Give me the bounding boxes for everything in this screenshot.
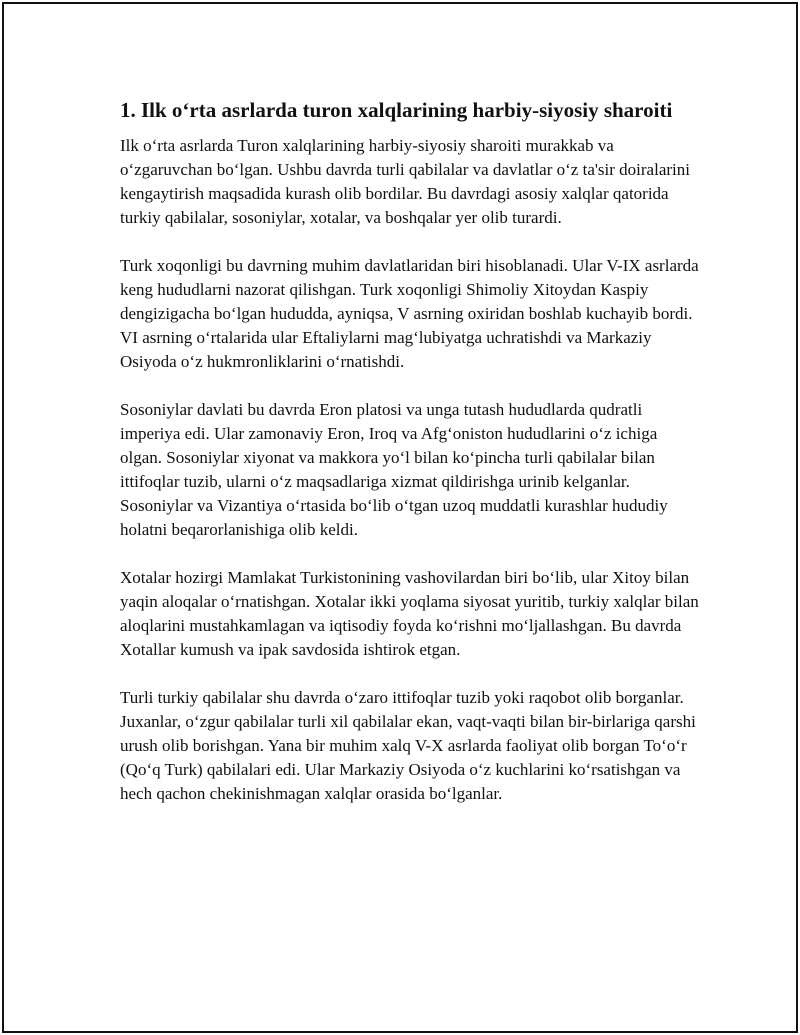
paragraph-5: Turli turkiy qabilalar shu davrda o‘zaro ittifoqlar tuzib yoki raqobot olib borganlar. Juxanlar, o‘zgur qabilalar turli xil qabilalar ekan, vaqt-vaqti bilan bir-birlariga qarshi urush olib borishgan. Yana bir muhim xalq V-X asrlarda faoliyat olib borgan To‘o‘r (Qo‘q Turk) qabilalari edi. Ular Markaziy Osiyoda o‘z kuchlarini ko‘rsatishgan va hech qachon chekinishmagan xalqlar orasida bo‘lganlar.: [120, 688, 696, 803]
page-frame: [2, 2, 798, 1033]
paragraph-3: Sosoniylar davlati bu davrda Eron platosi va unga tutash hududlarda qudratli imperiya edi. Ular zamonaviy Eron, Iroq va Afg‘oniston hududlarini o‘z ichiga olgan. Sosoniylar xiyonat va makkora yo‘l bilan ko‘pincha turli qabilalar bilan ittifoqlar tuzib, ularni o‘z maqsadlariga xizmat qildirishga urinib kelganlar. Sosoniylar va Vizantiya o‘rtasida bo‘lib o‘tgan uzoq muddatli kurashlar hududiy holatni beqarorlanishiga olib keldi.: [120, 400, 668, 539]
paragraph-4: Xotalar hozirgi Mamlakat Turkistonining vashovilardan biri bo‘lib, ular Xitoy bilan yaqin aloqalar o‘rnatishgan. Xotalar ikki yoqlama siyosat yuritib, turkiy xalqlar bilan aloqlarini mustahkamlagan va iqtisodiy foyda ko‘rishni mo‘ljallashgan. Bu davrda Xotallar kumush va ipak savdosida ishtirok etgan.: [120, 568, 699, 659]
section-title: 1. Ilk o‘rta asrlarda turon xalqlarining harbiy-siyosiy sharoiti: [120, 98, 673, 122]
document-body: [120, 96, 700, 830]
paragraph-2: Turk xoqonligi bu davrning muhim davlatlaridan biri hisoblanadi. Ular V-IX asrlarda keng hududlarni nazorat qilishgan. Turk xoqonligi Shimoliy Xitoydan Kaspiy dengizigacha bo‘lgan hududda, ayniqsa, V asrning oxiridan boshlab kuchayib bordi. VI asrning o‘rtalarida ular Eftaliylarni mag‘lubiyatga uchratishdi va Markaziy Osiyoda o‘z hukmronliklarini o‘rnatishdi.: [120, 256, 699, 371]
paragraph-1: Ilk o‘rta asrlarda Turon xalqlarining harbiy-siyosiy sharoiti murakkab va o‘zgaruvchan bo‘lgan. Ushbu davrda turli qabilalar va davlatlar o‘z ta'sir doiralarini kengaytirish maqsadida kurash olib bordilar. Bu davrdagi asosiy xalqlar qatorida turkiy qabilalar, sosoniylar, xotalar, va boshqalar yer olib turardi.: [120, 136, 690, 227]
